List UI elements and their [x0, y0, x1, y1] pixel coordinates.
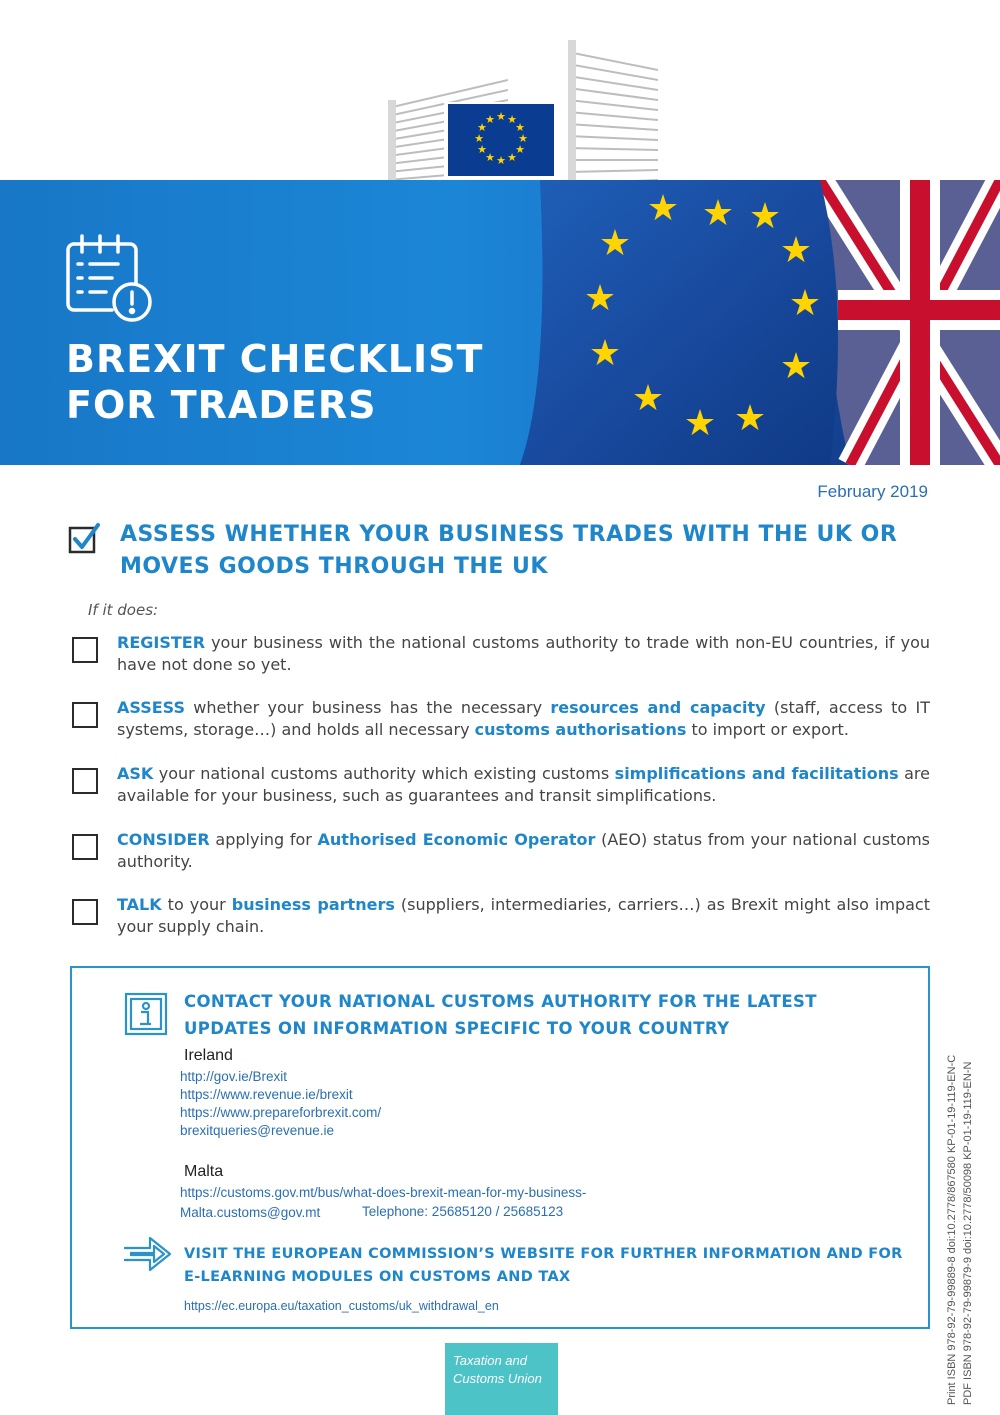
highlighted-keyword: simplifications and facilitations — [614, 764, 899, 783]
body-text: are available for your business, such as guarantees and transit simplifications. — [117, 764, 931, 805]
body-text: applying for — [209, 830, 318, 849]
page-title — [66, 336, 483, 428]
svg-text:★: ★ — [515, 143, 525, 156]
svg-text:★: ★ — [477, 143, 487, 156]
info-icon — [124, 992, 168, 1036]
tcu-line-2: Customs Union — [453, 1371, 542, 1386]
taxation-customs-union-badge — [445, 1343, 558, 1415]
commission-website-link[interactable]: https://ec.europa.eu/taxation_customs/uk_withdrawal_en — [184, 1299, 499, 1313]
print-publication-codes: Print ISBN 978-92-79-99889-8 doi:10.2778/867580 KP-01-19-119-EN-C — [946, 1054, 958, 1405]
hero-banner — [0, 180, 1000, 465]
eu-uk-flags-photo — [520, 180, 1000, 465]
body-text: your business with the national customs authority to trade with non-EU countries, if you have not done so yet. — [117, 633, 930, 674]
svg-text:★: ★ — [788, 283, 822, 324]
body-text: (AEO) status from your national customs authority. — [117, 830, 931, 871]
checked-box-icon — [68, 522, 100, 554]
checkbox[interactable] — [72, 834, 98, 860]
country-malta: Malta — [184, 1163, 224, 1180]
svg-text:★: ★ — [496, 154, 506, 167]
svg-text:★: ★ — [485, 151, 495, 164]
highlighted-keyword: REGISTER — [117, 633, 206, 652]
intro-text: If it does: — [88, 601, 159, 619]
body-text: (staff, access to IT systems, storage…) and holds all necessary — [117, 698, 930, 739]
checklist-item-text — [117, 763, 930, 807]
svg-text:★: ★ — [518, 132, 528, 145]
svg-text:★: ★ — [515, 121, 525, 134]
checklist-item-text — [117, 829, 930, 873]
malta-email[interactable]: Malta.customs@gov.mt — [180, 1205, 321, 1220]
checkbox[interactable] — [72, 768, 98, 794]
svg-text:★: ★ — [646, 188, 680, 229]
svg-text:★: ★ — [588, 333, 622, 374]
visit-website-heading — [184, 1243, 904, 1289]
highlighted-keyword: resources and capacity — [550, 698, 766, 717]
body-text: (suppliers, intermediaries, carriers…) as Brexit might also impact your supply chain. — [117, 895, 930, 936]
body-text: to your — [161, 895, 232, 914]
body-text: whether your business has the necessary — [184, 698, 551, 717]
ireland-link-revenue[interactable]: https://www.revenue.ie/brexit — [180, 1087, 353, 1102]
title-line-1: BREXIT CHECKLIST — [66, 337, 484, 381]
country-ireland: Ireland — [184, 1047, 233, 1064]
highlighted-keyword: Authorised Economic Operator — [317, 830, 596, 849]
checklist-item-text — [117, 894, 930, 938]
checklist-item-text — [117, 632, 930, 676]
calendar-alert-icon — [60, 228, 156, 324]
ireland-email[interactable]: brexitqueries@revenue.ie — [180, 1123, 335, 1138]
pdf-publication-codes: PDF ISBN 978-92-79-99879-9 doi:10.2778/50098 KP-01-19-119-EN-N — [962, 1061, 974, 1405]
svg-text:★: ★ — [477, 121, 487, 134]
svg-text:★: ★ — [748, 196, 782, 237]
checklist-item-text — [117, 697, 930, 741]
svg-text:★: ★ — [485, 113, 495, 126]
svg-text:★: ★ — [583, 278, 617, 319]
ireland-link-prepare[interactable]: https://www.prepareforbrexit.com/ — [180, 1105, 382, 1120]
checkbox[interactable] — [72, 899, 98, 925]
svg-text:★: ★ — [507, 151, 517, 164]
arrow-right-icon — [122, 1234, 174, 1274]
checkbox[interactable] — [72, 637, 98, 663]
highlighted-keyword: ASSESS — [117, 698, 185, 717]
eu-flag-icon — [448, 104, 554, 176]
contact-heading — [184, 988, 904, 1042]
svg-text:★: ★ — [598, 223, 632, 264]
visit-heading-line-1: VISIT THE EUROPEAN COMMISSION’S WEBSITE FOR FURTHER INFORMATION AND FOR — [184, 1246, 903, 1262]
svg-text:★: ★ — [496, 110, 506, 123]
highlighted-keyword: business partners — [231, 895, 395, 914]
svg-text:★: ★ — [683, 403, 717, 444]
contact-heading-line-1: CONTACT YOUR NATIONAL CUSTOMS AUTHORITY FOR THE LATEST — [184, 992, 817, 1011]
svg-text:★: ★ — [631, 378, 665, 419]
contact-heading-line-2: UPDATES ON INFORMATION SPECIFIC TO YOUR COUNTRY — [184, 1019, 730, 1038]
body-text: your national customs authority which existing customs — [153, 764, 615, 783]
main-heading: ASSESS WHETHER YOUR BUSINESS TRADES WITH THE UK OR MOVES GOODS THROUGH THE UK — [120, 522, 898, 579]
checkbox[interactable] — [72, 702, 98, 728]
ireland-link-gov[interactable]: http://gov.ie/Brexit — [180, 1069, 288, 1084]
body-text: to import or export. — [686, 720, 849, 739]
svg-text:★: ★ — [779, 346, 813, 387]
tcu-line-1: Taxation and — [453, 1353, 527, 1368]
malta-telephone: Telephone: 25685120 / 25685123 — [362, 1204, 564, 1219]
svg-text:★: ★ — [507, 113, 517, 126]
highlighted-keyword: TALK — [117, 895, 162, 914]
contact-info-box — [70, 966, 930, 1329]
malta-link-customs[interactable]: https://customs.gov.mt/bus/what-does-brexit-mean-for-my-business- — [180, 1185, 587, 1200]
highlighted-keyword: ASK — [117, 764, 154, 783]
publication-date: February 2019 — [817, 482, 928, 501]
visit-heading-line-2: E-LEARNING MODULES ON CUSTOMS AND TAX — [184, 1269, 571, 1285]
svg-text:★: ★ — [701, 193, 735, 234]
highlighted-keyword: CONSIDER — [117, 830, 210, 849]
svg-text:★: ★ — [779, 230, 813, 271]
svg-text:★: ★ — [733, 398, 767, 439]
title-line-2: FOR TRADERS — [66, 383, 377, 427]
svg-text:★: ★ — [474, 132, 484, 145]
highlighted-keyword: customs authorisations — [474, 720, 687, 739]
